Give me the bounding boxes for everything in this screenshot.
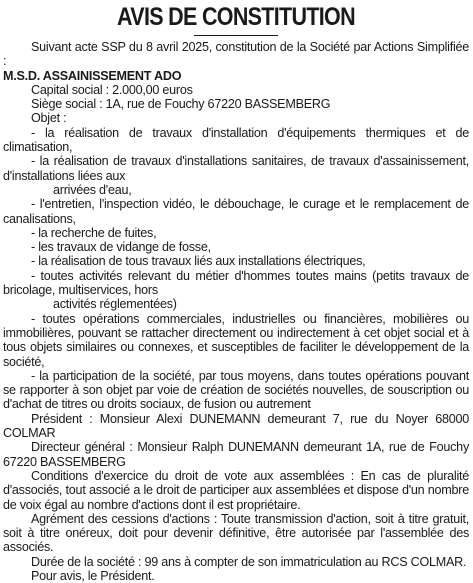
- notice-voting-conditions: Conditions d'exercice du droit de vote aux assemblées : En cas de pluralité d'associés, tout associé a le droit de participer aux assemblées et dispose d'un nombre de voix égal au nombre d'actions dont il est propriétaire.: [3, 468, 469, 512]
- object-item: - toutes opérations commerciales, industrielles ou financières, mobilières ou immobilières, pouvant se rattacher directement ou indirectement à cet objet social et à tous objets similaires ou connexes, et susceptibles de faciliter le développement de la société,: [3, 311, 469, 369]
- notice-share-transfer: Agrément des cessions d'actions : Toute transmission d'action, soit à titre gratuit, soit à titre onéreux, doit pour devenir définitive, être autorisée par l'assemblée des associés.: [3, 511, 469, 555]
- notice-object-heading: Objet :: [31, 111, 67, 126]
- notice-president: Président : Monsieur Alexi DUNEMANN demeurant 7, rue du Noyer 68000 COLMAR: [3, 411, 469, 441]
- notice-head-office: Siège social : 1A, rue de Fouchy 67220 BASSEMBERG: [31, 97, 331, 112]
- notice-capital: Capital social : 2.000,00 euros: [31, 82, 193, 97]
- notice-signature: Pour avis, le Président.: [31, 568, 155, 583]
- object-item: - les travaux de vidange de fosse,: [31, 240, 211, 255]
- object-item-continuation: activités réglementées): [53, 297, 177, 312]
- notice-general-director: Directeur général : Monsieur Ralph DUNEMANN demeurant 1A, rue de Fouchy 67220 BASSEMBERG: [3, 440, 469, 469]
- object-item: - la réalisation de travaux d'installation d'équipements thermiques et de climatisation,: [3, 125, 469, 155]
- object-item-continuation: arrivées d'eau,: [53, 182, 132, 197]
- object-item: - la participation de la société, par tous moyens, dans toutes opérations pouvant se rapporter à son objet par voie de création de sociétés nouvelles, de souscription ou d'achat de titres ou droits sociaux, de fusion ou autrement: [3, 368, 469, 412]
- title-underline: [194, 35, 278, 36]
- object-item: - l'entretien, l'inspection vidéo, le débouchage, le curage et le remplacement de canalisations,: [3, 197, 469, 226]
- notice-title: AVIS DE CONSTITUTION: [117, 3, 355, 31]
- object-item: - la recherche de fuites,: [31, 225, 157, 240]
- notice-duration: Durée de la société : 99 ans à compter de son immatriculation au RCS COLMAR.: [31, 554, 467, 569]
- notice-paragraph-intro: Suivant acte SSP du 8 avril 2025, constitution de la Société par Actions Simplifiée :: [3, 40, 469, 69]
- object-item: - la réalisation de tous travaux liés aux installations électriques,: [31, 254, 366, 269]
- company-name: M.S.D. ASSAINISSEMENT ADO: [3, 68, 182, 83]
- object-item: - toutes activités relevant du métier d'hommes toutes mains (petits travaux de bricolage, multiservices, hors: [3, 268, 469, 298]
- notice-body: [3, 40, 469, 583]
- object-item: - la réalisation de travaux d'installations sanitaires, de travaux d'assainissement, d'installations liées aux: [3, 154, 469, 183]
